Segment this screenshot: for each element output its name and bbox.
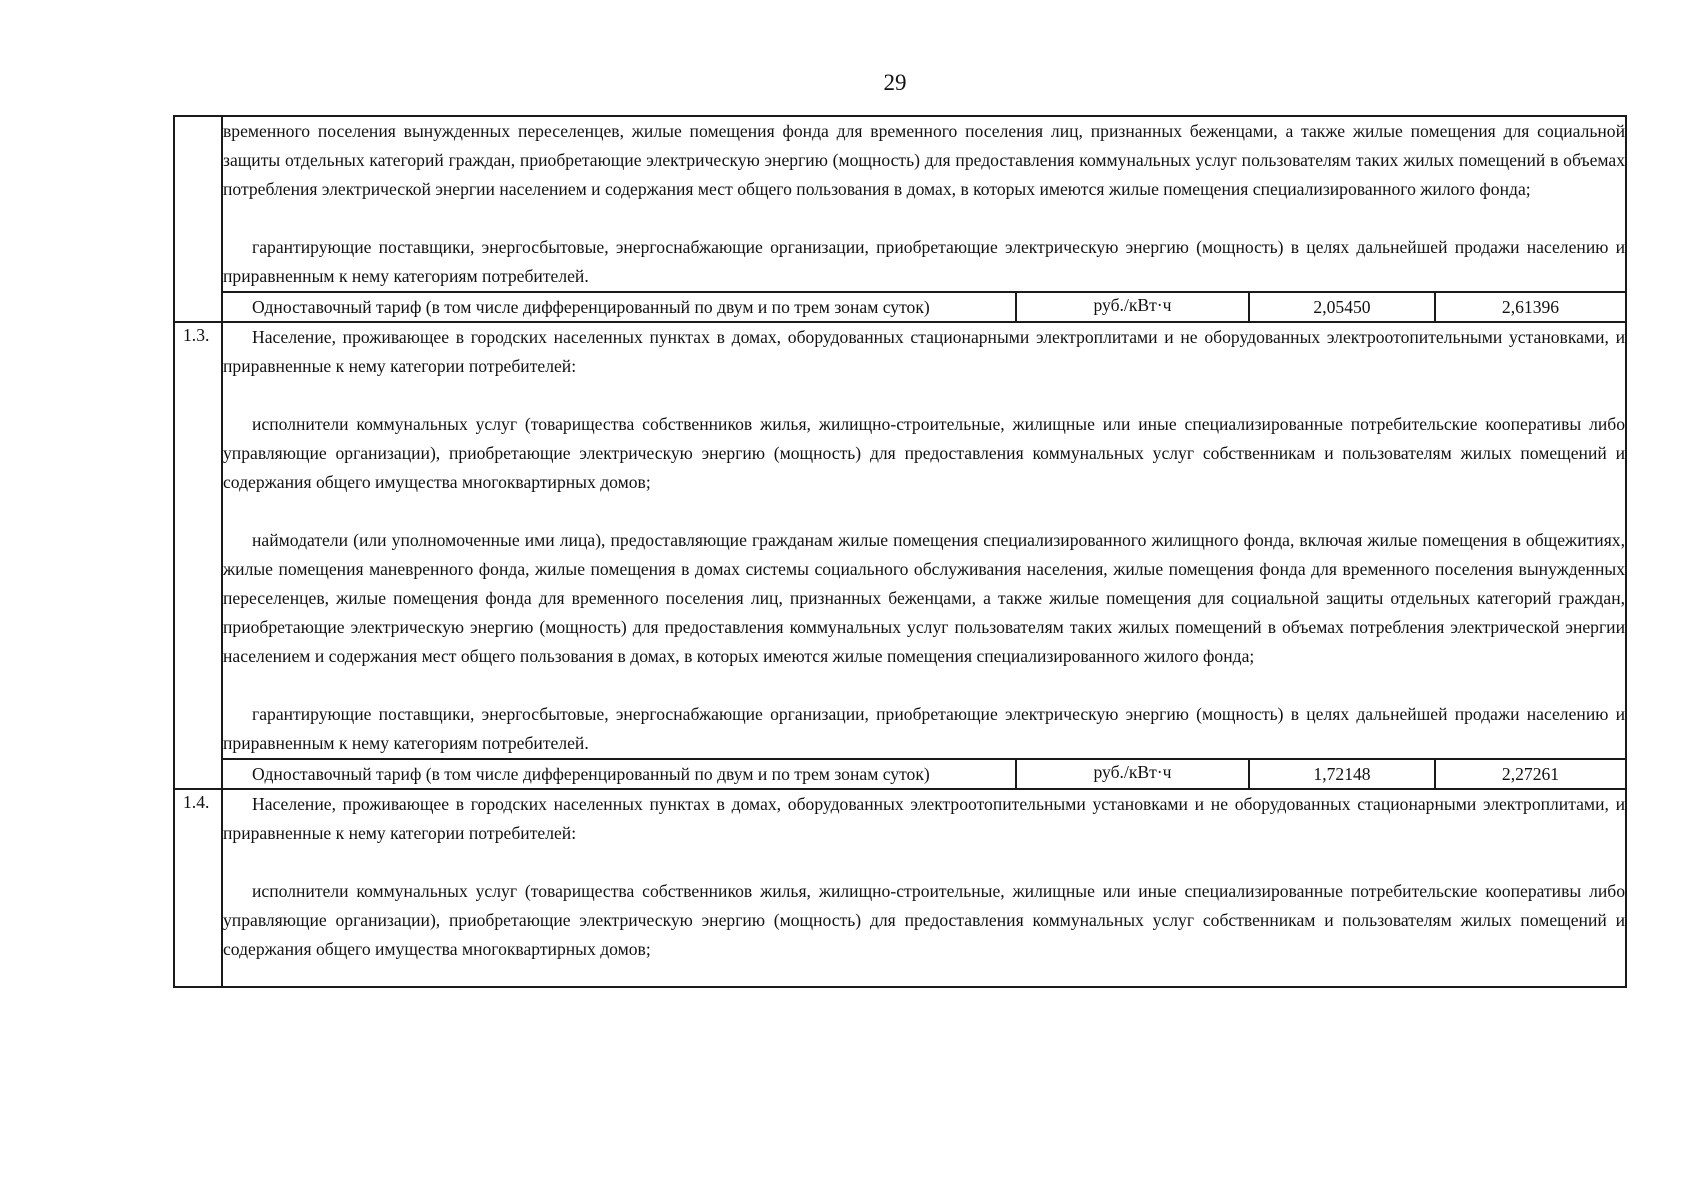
paragraph: исполнители коммунальных услуг (товарищества собственников жилья, жилищно-строительные, жилищные или иные специализированные потребительские кооперативы либо управляющие организации), приобретающие электрическую энергию (мощность) для предоставления коммунальных услуг собственникам и пользователям жилых помещений и содержания общего имущества многоквартирных домов; <box>223 881 1626 959</box>
paragraph: Население, проживающее в городских населенных пунктах в домах, оборудованных стационарными электроплитами и не оборудованных электроотопительными установками, и приравненные к нему категории потребителей: <box>223 327 1626 376</box>
row-description-cell <box>222 789 1626 987</box>
table-row-continued-text <box>174 116 1626 292</box>
tariff-label: Одноставочный тариф (в том числе дифференцированный по двум и по трем зонам суток) <box>222 292 1016 322</box>
row-description-cell <box>222 116 1626 292</box>
row-number-cell <box>174 116 222 322</box>
tariff-label: Одноставочный тариф (в том числе дифференцированный по двум и по трем зонам суток) <box>222 759 1016 789</box>
table-row-1-3 <box>174 322 1626 759</box>
tariff-value-second-half: 2,61396 <box>1435 292 1626 322</box>
paragraph: гарантирующие поставщики, энергосбытовые, энергоснабжающие организации, приобретающие электрическую энергию (мощность) в целях дальнейшей продажи населению и приравненным к нему категориям потребителей. <box>223 704 1626 753</box>
tariff-value-first-half: 2,05450 <box>1249 292 1435 322</box>
tariff-row <box>174 759 1626 789</box>
paragraph: наймодатели (или уполномоченные ими лица), предоставляющие гражданам жилые помещения специализированного жилищного фонда, включая жилые помещения в общежитиях, жилые помещения маневренного фонда, жилые помещения в домах системы социального обслуживания населения, жилые помещения фонда для временного поселения вынужденных переселенцев, жилые помещения фонда для временного поселения лиц, признанных беженцами, а также жилые помещения для социальной защиты отдельных категорий граждан, приобретающие электрическую энергию (мощность) для предоставления коммунальных услуг пользователям таких жилых помещений в объемах потребления электрической энергии населением и содержания мест общего пользования в домах, в которых имеются жилые помещения специализированного жилого фонда; <box>223 530 1626 666</box>
tariff-value-second-half: 2,27261 <box>1435 759 1626 789</box>
table-row-1-4 <box>174 789 1626 987</box>
row-description-cell <box>222 322 1626 759</box>
row-number-cell: 1.3. <box>174 322 222 789</box>
tariff-unit: руб./кВт·ч <box>1016 292 1249 322</box>
paragraph: временного поселения вынужденных переселенцев, жилые помещения фонда для временного поселения лиц, признанных беженцами, а также жилые помещения для социальной защиты отдельных категорий граждан, приобретающие электрическую энергию (мощность) для предоставления коммунальных услуг пользователям таких жилых помещений в объемах потребления электрической энергии населением и содержания мест общего пользования в домах, в которых имеются жилые помещения специализированного жилого фонда; <box>223 121 1626 199</box>
tariff-unit: руб./кВт·ч <box>1016 759 1249 789</box>
paragraph: гарантирующие поставщики, энергосбытовые, энергоснабжающие организации, приобретающие электрическую энергию (мощность) в целях дальнейшей продажи населению и приравненным к нему категориям потребителей. <box>223 237 1626 286</box>
row-number-cell: 1.4. <box>174 789 222 987</box>
tariff-row <box>174 292 1626 322</box>
cell-spacer <box>223 964 1625 986</box>
tariff-value-first-half: 1,72148 <box>1249 759 1435 789</box>
paragraph: Население, проживающее в городских населенных пунктах в домах, оборудованных электроотопительными установками и не оборудованных стационарными электроплитами, и приравненные к нему категории потребителей: <box>223 794 1626 843</box>
tariff-table <box>173 115 1627 988</box>
page-number: 29 <box>883 70 907 95</box>
paragraph: исполнители коммунальных услуг (товарищества собственников жилья, жилищно-строительные, жилищные или иные специализированные потребительские кооперативы либо управляющие организации), приобретающие электрическую энергию (мощность) для предоставления коммунальных услуг собственникам и пользователям жилых помещений и содержания общего имущества многоквартирных домов; <box>223 414 1626 492</box>
